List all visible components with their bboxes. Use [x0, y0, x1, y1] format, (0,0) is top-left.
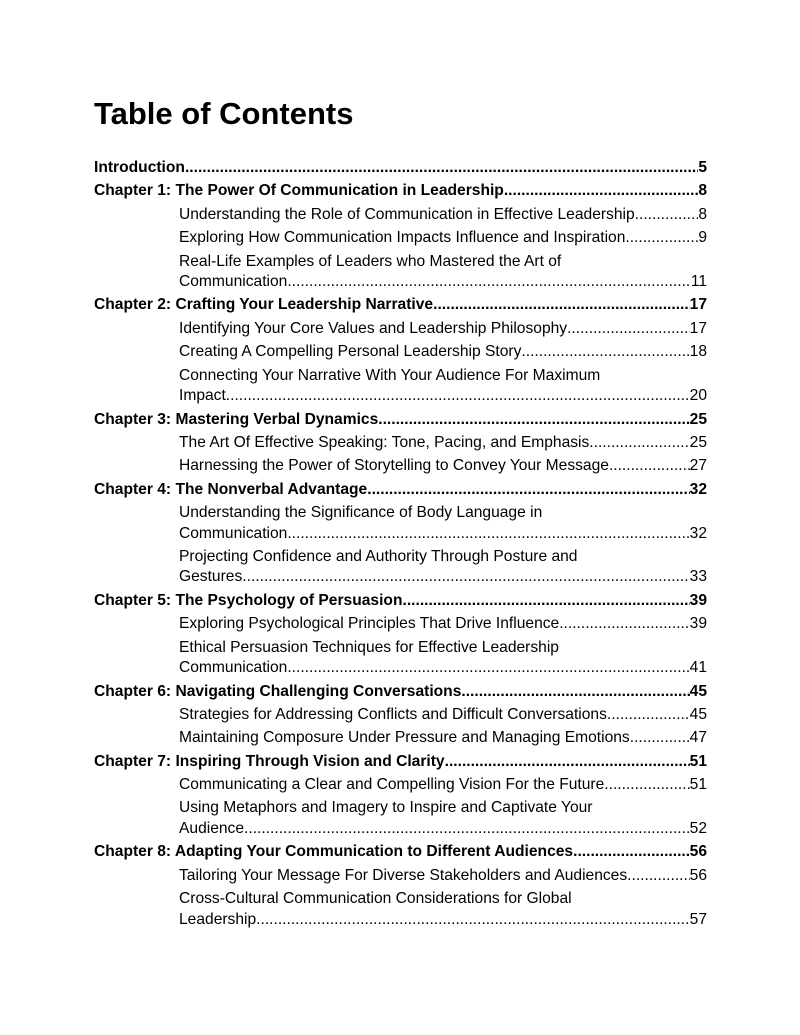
toc-section-entry[interactable] — [94, 503, 707, 544]
dot-leader — [244, 819, 690, 840]
dot-leader — [402, 591, 689, 612]
toc-page-number: 51 — [689, 752, 707, 770]
toc-section-entry[interactable] — [94, 614, 707, 635]
toc-page-number: 11 — [690, 273, 707, 291]
toc-entry-title: Chapter 7: Inspiring Through Vision and Clarity — [94, 752, 445, 770]
toc-chapter-entry[interactable] — [94, 752, 707, 773]
toc-entry-title: The Art Of Effective Speaking: Tone, Pacing, and Emphasis — [179, 433, 590, 451]
dot-leader — [256, 910, 689, 931]
dot-leader — [445, 752, 690, 773]
toc-page-number: 33 — [689, 568, 707, 586]
toc-chapter-entry[interactable] — [94, 480, 707, 501]
toc-entry-last-line — [179, 658, 707, 679]
toc-entry-title-line1: Understanding the Significance of Body Language in — [179, 504, 543, 522]
document-page — [94, 96, 707, 933]
toc-entry-title-line1: Using Metaphors and Imagery to Inspire and Captivate Your — [179, 799, 593, 817]
dot-leader — [627, 866, 689, 887]
toc-entry-title: Strategies for Addressing Conflicts and Difficult Conversations — [179, 705, 607, 723]
toc-page-number: 17 — [689, 296, 707, 314]
toc-entry-title-line1: Real-Life Examples of Leaders who Mastered the Art of — [179, 252, 562, 270]
toc-entry-last-line — [179, 910, 707, 931]
toc-entry-last-line — [179, 272, 707, 293]
toc-section-entry[interactable] — [94, 228, 707, 249]
toc-entry-title: Identifying Your Core Values and Leadership Philosophy — [179, 319, 568, 337]
toc-page-number: 45 — [689, 682, 707, 700]
toc-page-number: 45 — [689, 705, 707, 723]
dot-leader — [287, 272, 690, 293]
toc-section-entry[interactable] — [94, 456, 707, 477]
toc-entry-title-line1: Projecting Confidence and Authority Through Posture and — [179, 547, 578, 565]
toc-entry-title-line2: Leadership — [179, 910, 257, 928]
dot-leader — [635, 205, 699, 226]
toc-section-entry[interactable] — [94, 728, 707, 749]
toc-entry-title: Maintaining Composure Under Pressure and Managing Emotions — [179, 729, 630, 747]
toc-entry-last-line — [179, 524, 707, 545]
toc-section-entry[interactable] — [94, 319, 707, 340]
toc-entry-title-line1: Cross-Cultural Communication Considerations for Global — [179, 890, 572, 908]
toc-entry-title: Exploring Psychological Principles That Drive Influence — [179, 615, 560, 633]
toc-page-number: 5 — [698, 159, 707, 176]
toc-section-entry[interactable] — [94, 366, 707, 407]
toc-page-number: 57 — [689, 910, 707, 928]
toc-page-number: 17 — [689, 319, 707, 337]
toc-page-number: 18 — [689, 343, 707, 361]
toc-section-entry[interactable] — [94, 205, 707, 226]
toc-entry-title: Chapter 8: Adapting Your Communication to Different Audiences — [94, 843, 574, 861]
toc-page-number: 51 — [689, 776, 707, 794]
page-title: Table of Contents — [94, 96, 354, 131]
toc-entry-title: Tailoring Your Message For Diverse Stakeholders and Audiences — [179, 866, 628, 884]
toc-chapter-entry[interactable] — [94, 591, 707, 612]
toc-section-entry[interactable] — [94, 342, 707, 363]
dot-leader — [378, 410, 689, 431]
toc-entry-title: Understanding the Role of Communication in Effective Leadership — [179, 205, 635, 223]
toc-section-entry[interactable] — [94, 889, 707, 930]
toc-entry-title-line2: Audience — [179, 819, 245, 837]
toc-page-number: 25 — [689, 433, 707, 451]
toc-entry-last-line — [179, 386, 707, 407]
toc-entry-title: Communicating a Clear and Compelling Vision For the Future — [179, 776, 605, 794]
toc-page-number: 56 — [689, 866, 707, 884]
toc-entry-title-line2: Communication — [179, 273, 288, 291]
dot-leader — [185, 158, 698, 179]
dot-leader — [242, 567, 689, 588]
toc-page-number: 9 — [698, 229, 707, 247]
toc-entry-title: Chapter 1: The Power Of Communication in Leadership — [94, 182, 504, 200]
toc-page-number: 32 — [689, 480, 707, 498]
toc-section-entry[interactable] — [94, 775, 707, 796]
dot-leader — [607, 705, 690, 726]
toc-page-number: 47 — [689, 729, 707, 747]
toc-entry-title: Chapter 5: The Psychology of Persuasion — [94, 591, 403, 609]
dot-leader — [461, 682, 689, 703]
toc-entry-title: Creating A Compelling Personal Leadership Story — [179, 343, 522, 361]
toc-page-number: 20 — [689, 387, 707, 405]
toc-entry-title: Chapter 2: Crafting Your Leadership Narrative — [94, 296, 434, 314]
dot-leader — [287, 658, 689, 679]
dot-leader — [433, 295, 690, 316]
toc-page-number: 52 — [689, 819, 707, 837]
toc-section-entry[interactable] — [94, 547, 707, 588]
dot-leader — [287, 524, 689, 545]
toc-entry-title: Exploring How Communication Impacts Influence and Inspiration — [179, 229, 626, 247]
toc-entry-title: Chapter 4: The Nonverbal Advantage — [94, 480, 368, 498]
toc-list — [94, 158, 707, 930]
toc-entry-title-line2: Communication — [179, 659, 288, 677]
toc-entry-title: Introduction — [94, 159, 185, 176]
dot-leader — [559, 614, 689, 635]
toc-page-number: 32 — [689, 524, 707, 542]
toc-page-number: 25 — [689, 410, 707, 428]
toc-entry-title: Chapter 3: Mastering Verbal Dynamics — [94, 410, 379, 428]
dot-leader — [604, 775, 689, 796]
toc-entry-last-line — [179, 567, 707, 588]
toc-chapter-entry[interactable] — [94, 158, 707, 179]
toc-section-entry[interactable] — [94, 866, 707, 887]
dot-leader — [630, 728, 690, 749]
toc-entry-title-line1: Connecting Your Narrative With Your Audience For Maximum — [179, 366, 601, 384]
dot-leader — [521, 342, 689, 363]
dot-leader — [625, 228, 698, 249]
toc-page-number: 39 — [689, 615, 707, 633]
toc-section-entry[interactable] — [94, 798, 707, 839]
toc-entry-title-line2: Gestures — [179, 568, 243, 586]
toc-entry-title-line2: Communication — [179, 524, 288, 542]
toc-chapter-entry[interactable] — [94, 842, 707, 863]
dot-leader — [226, 386, 690, 407]
toc-page-number: 27 — [689, 457, 707, 475]
dot-leader — [573, 842, 690, 863]
toc-section-entry[interactable] — [94, 638, 707, 679]
dot-leader — [367, 480, 689, 501]
toc-page-number: 56 — [689, 843, 707, 861]
toc-section-entry[interactable] — [94, 252, 707, 293]
toc-entry-title-line2: Impact — [179, 387, 226, 405]
toc-page-number: 41 — [689, 659, 707, 677]
toc-page-number: 8 — [698, 205, 707, 223]
toc-section-entry[interactable] — [94, 705, 707, 726]
dot-leader — [504, 181, 698, 202]
toc-chapter-entry[interactable] — [94, 181, 707, 202]
toc-entry-title-line1: Ethical Persuasion Techniques for Effective Leadership — [179, 638, 559, 656]
toc-entry-title: Chapter 6: Navigating Challenging Conversations — [94, 682, 462, 700]
toc-chapter-entry[interactable] — [94, 295, 707, 316]
toc-page-number: 39 — [689, 591, 707, 609]
dot-leader — [609, 456, 690, 477]
toc-entry-title: Harnessing the Power of Storytelling to Convey Your Message — [179, 457, 609, 475]
toc-page-number: 8 — [698, 182, 707, 200]
toc-entry-last-line — [179, 819, 707, 840]
dot-leader — [567, 319, 690, 340]
dot-leader — [589, 433, 689, 454]
toc-section-entry[interactable] — [94, 433, 707, 454]
toc-chapter-entry[interactable] — [94, 410, 707, 431]
toc-chapter-entry[interactable] — [94, 682, 707, 703]
